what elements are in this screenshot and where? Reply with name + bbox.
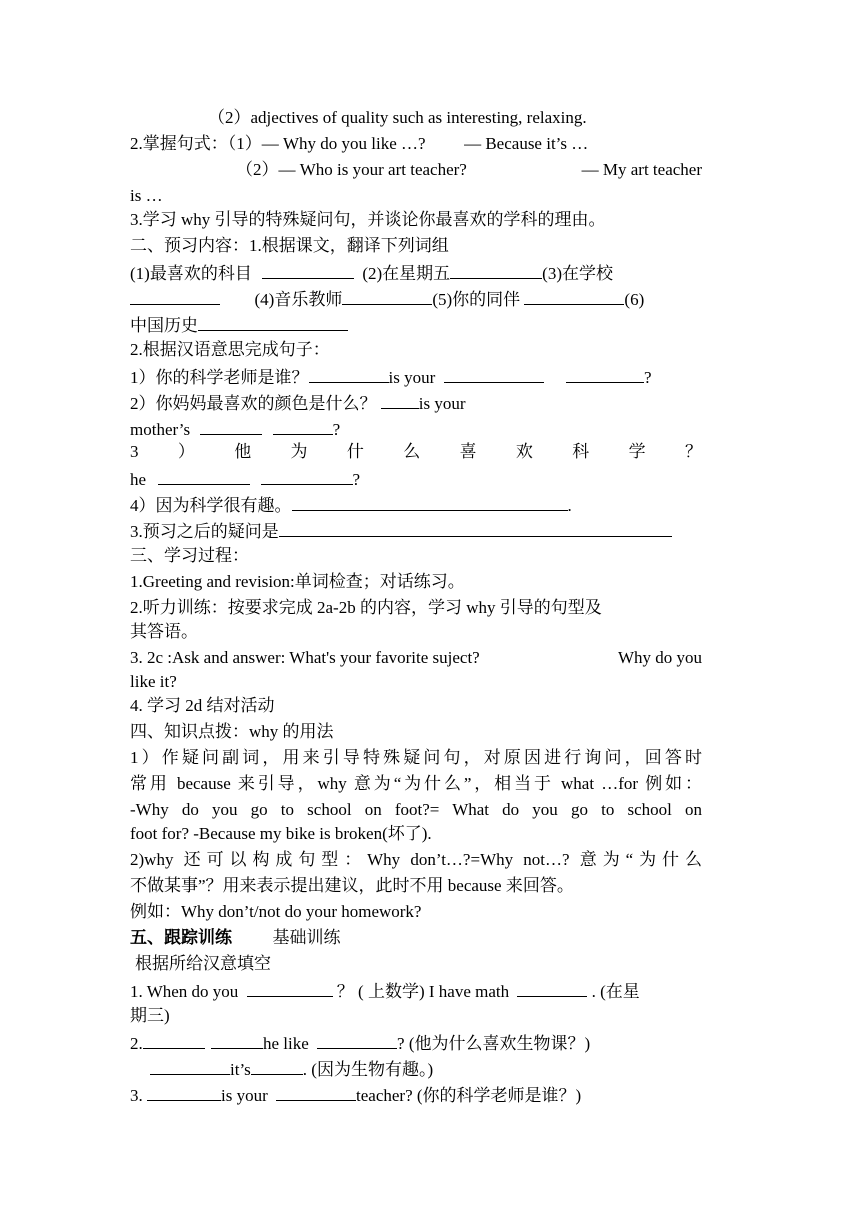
answer-blank[interactable] <box>566 365 644 383</box>
knowledge-paragraph-2-line2: 不做某事”？用来表示提出建议，此时不用 because 来回答。 <box>130 876 574 895</box>
section-process-heading: 三、学习过程： <box>130 546 249 565</box>
practice-heading: 五、跟踪训练 <box>130 928 232 947</box>
complete-sentences-heading: 2.根据汉语意思完成句子： <box>130 340 330 359</box>
answer-blank[interactable] <box>444 365 544 383</box>
pattern-art-teacher-answer: — My art teacher <box>581 160 702 179</box>
process-step-4: 4. 学习 2d 结对活动 <box>130 696 275 715</box>
practice-item-3 <box>130 1083 702 1107</box>
practice-subheading: 基础训练 <box>272 928 341 947</box>
phrase-chinese-history: 中国历史 <box>130 316 198 335</box>
phrase-row-1 <box>130 261 702 285</box>
practice-item-2-text: he like <box>263 1034 309 1053</box>
practice-item-3-hint: teacher? (你的科学老师是谁？) <box>356 1086 582 1105</box>
question-mark: ? <box>644 368 652 387</box>
answer-blank[interactable] <box>450 261 542 279</box>
answer-blank[interactable] <box>200 417 262 435</box>
section-knowledge-heading: 四、知识点拨：why 的用法 <box>130 722 334 741</box>
knowledge-paragraph-2: 2)why 还可以构成句型：Why don’t…?=Why not…? 意为“为什么 <box>130 850 702 869</box>
sentence-1-prompt: 1）你的科学老师是谁？ <box>130 368 309 387</box>
practice-item-1 <box>130 979 702 1003</box>
knowledge-example-1: -Why do you go to school on foot?= What do you go to school on <box>130 800 702 819</box>
sentence-1 <box>130 365 702 389</box>
practice-item-1-continued: 期三) <box>130 1006 170 1025</box>
phrase-at-school: (3)在学校 <box>542 264 613 283</box>
phrase-music-teacher: (4)音乐教师 <box>254 290 343 309</box>
answer-blank[interactable] <box>309 365 389 383</box>
sentence-3-he: he <box>130 470 147 489</box>
practice-item-3-text: is your <box>221 1086 268 1105</box>
answer-blank[interactable] <box>524 287 624 305</box>
answer-blank[interactable] <box>279 519 672 537</box>
practice-item-1-math: ？ ( 上数学) I have math <box>336 982 510 1001</box>
section-practice-heading <box>130 927 702 949</box>
practice-instruction: 根据所给汉意填空 <box>135 954 271 973</box>
practice-item-2-answer <box>150 1057 722 1081</box>
preview-questions-label: 3.预习之后的疑问是 <box>130 522 279 541</box>
section-preview-heading: 二、预习内容：1.根据课文，翻译下列词组 <box>130 236 449 255</box>
question-mark: ? <box>352 470 361 489</box>
answer-blank[interactable] <box>261 467 353 485</box>
answer-blank[interactable] <box>130 287 220 305</box>
practice-item-2 <box>130 1031 702 1055</box>
pattern-continuation: is … <box>130 186 163 205</box>
practice-item-1-text: 1. When do you <box>130 982 239 1001</box>
sentence-pattern-1 <box>130 133 702 155</box>
process-step-2: 2.听力训练：按要求完成 2a-2b 的内容，学习 why 引导的句型及 <box>130 598 602 617</box>
phrase-number-6: (6) <box>624 290 645 309</box>
answer-blank[interactable] <box>292 493 568 511</box>
prompt-char: 学 <box>628 442 646 461</box>
sentence-2-text: is your <box>418 394 466 413</box>
phrase-your-partner: (5)你的同伴 <box>432 290 521 309</box>
phrase-favorite-subject: (1)最喜欢的科目 <box>130 264 252 283</box>
sentence-pattern-2 <box>236 159 702 181</box>
prompt-char: 欢 <box>515 442 533 461</box>
pattern-who-question: （2）— Who is your art teacher? <box>236 160 467 179</box>
process-step-3-why: Why do you <box>617 648 702 667</box>
pattern-why-question: 2.掌握句式：（1）— Why do you like …? <box>130 134 426 153</box>
answer-blank[interactable] <box>158 467 250 485</box>
practice-item-3-number: 3. <box>130 1086 143 1105</box>
knowledge-example-1-continued: foot for? -Because my bike is broken(坏了). <box>130 824 432 843</box>
answer-blank[interactable] <box>150 1057 230 1075</box>
phrase-row-2 <box>130 287 702 311</box>
answer-blank[interactable] <box>381 391 419 409</box>
period: . <box>567 496 572 515</box>
answer-blank[interactable] <box>342 287 432 305</box>
phrase-row-3 <box>130 313 702 337</box>
sentence-3-answer <box>130 467 702 491</box>
prompt-char: 什 <box>346 442 364 461</box>
process-step-3-question: 3. 2c :Ask and answer: What's your favorite suject? <box>130 648 480 667</box>
sentence-1-text: is your <box>388 368 436 387</box>
answer-blank[interactable] <box>276 1083 356 1101</box>
prompt-char: 喜 <box>459 442 477 461</box>
answer-blank[interactable] <box>317 1031 397 1049</box>
objective-adjectives: （2）adjectives of quality such as interesting, relaxing. <box>208 108 587 127</box>
prompt-char: 3 <box>130 442 139 461</box>
prompt-char: 为 <box>290 442 308 461</box>
answer-blank[interactable] <box>143 1031 205 1049</box>
question-mark: ? <box>332 420 341 439</box>
process-step-3-continued: like it? <box>130 672 177 691</box>
knowledge-paragraph-1: 1）作疑问副词，用来引导特殊疑问句，对原因进行询问，回答时 <box>130 748 702 767</box>
practice-item-2-number: 2. <box>130 1034 143 1053</box>
prompt-char: 科 <box>572 442 590 461</box>
answer-blank[interactable] <box>262 261 354 279</box>
prompt-char: 么 <box>403 442 421 461</box>
sentence-4 <box>130 493 702 517</box>
objective-why-question: 3.学习 why 引导的特殊疑问句，并谈论你最喜欢的学科的理由。 <box>130 210 606 229</box>
knowledge-paragraph-1-line2: 常用 because 来引导，why 意为“为什么”，相当于 what …for 例如： <box>130 774 702 793</box>
answer-blank[interactable] <box>198 313 348 331</box>
knowledge-example-2: 例如：Why don’t/not do your homework? <box>130 902 422 921</box>
phrase-on-friday: (2)在星期五 <box>362 264 451 283</box>
sentence-2 <box>130 391 702 415</box>
prompt-char: 他 <box>234 442 252 461</box>
prompt-char: ） <box>177 442 195 461</box>
practice-item-2-hint: ? (他为什么喜欢生物课？) <box>397 1034 591 1053</box>
process-step-1: 1.Greeting and revision:单词检查；对话练习。 <box>130 572 465 591</box>
process-step-2-continued: 其答语。 <box>130 622 198 641</box>
answer-blank[interactable] <box>251 1057 303 1075</box>
sentence-2-prompt: 2）你妈妈最喜欢的颜色是什么？ <box>130 394 377 413</box>
answer-blank[interactable] <box>273 417 333 435</box>
sentence-2-mothers: mother’s <box>130 420 191 439</box>
sentence-3-prompt <box>130 441 702 463</box>
practice-item-2-its: it’s <box>230 1060 251 1079</box>
answer-blank[interactable] <box>147 1083 221 1101</box>
answer-blank[interactable] <box>247 979 333 997</box>
answer-blank[interactable] <box>517 979 587 997</box>
sentence-4-prompt: 4）因为科学很有趣。 <box>130 496 292 515</box>
prompt-char: ？ <box>684 442 702 461</box>
practice-item-1-hint: . (在星 <box>591 982 640 1001</box>
sentence-2-continued <box>130 417 702 441</box>
answer-blank[interactable] <box>211 1031 263 1049</box>
practice-item-2-answer-hint: . (因为生物有趣。) <box>302 1060 434 1079</box>
preview-questions <box>130 519 702 543</box>
pattern-because-answer: — Because it’s … <box>464 134 589 153</box>
process-step-3 <box>130 647 702 669</box>
